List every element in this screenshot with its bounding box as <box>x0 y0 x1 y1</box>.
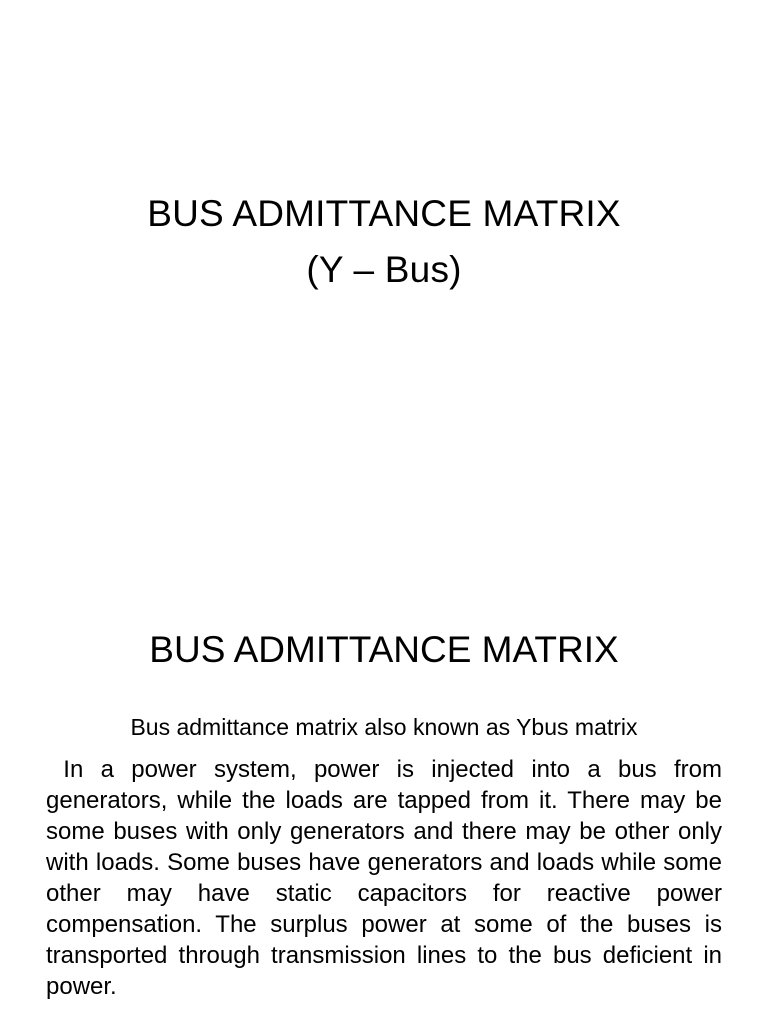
body-paragraph: In a power system, power is injected into a bus from generators, while the loads are tapped from it. There may be some buses with only generators and there may be other only with loads. Some buses have generators and loads while some other may have static capacitors for reactive power compensation. The surplus power at some of the buses is transported through transmission lines to the bus deficient in power. <box>46 756 722 1000</box>
title-line-1: BUS ADMITTANCE MATRIX <box>147 193 621 234</box>
slide-heading: BUS ADMITTANCE MATRIX <box>149 629 619 670</box>
slide-title <box>0 186 768 298</box>
slide-subtitle: Bus admittance matrix also known as Ybus matrix <box>130 714 638 740</box>
title-line-2: (Y – Bus) <box>306 249 462 290</box>
content-slide <box>0 570 768 1024</box>
